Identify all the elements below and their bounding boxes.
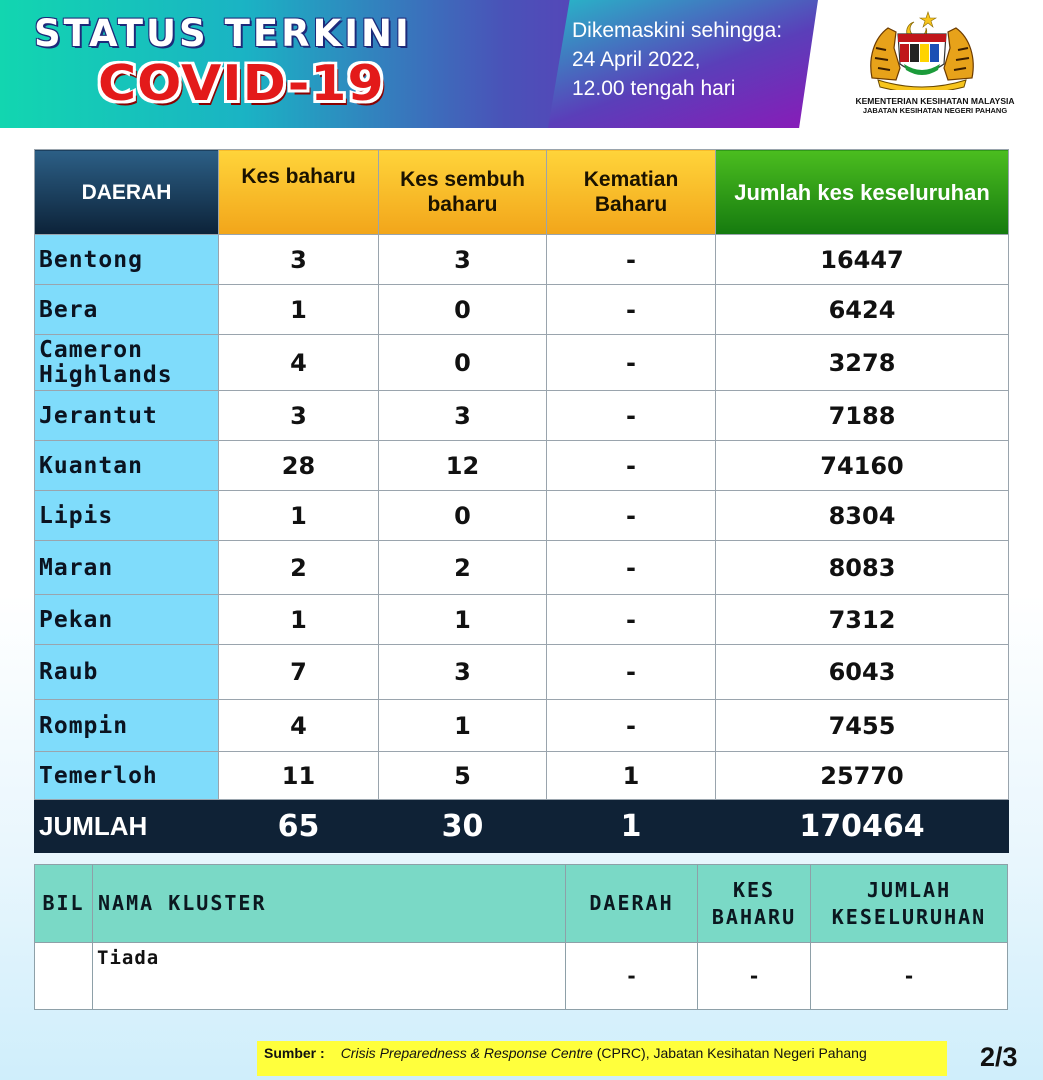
kes-baharu-value: 11	[219, 752, 379, 800]
ministry-line1: KEMENTERIAN KESIHATAN MALAYSIA	[855, 96, 1015, 106]
district-name: Maran	[35, 541, 219, 595]
kes-sembuh-value: 0	[379, 335, 547, 391]
kematian-value: 1	[547, 752, 716, 800]
cluster-header-jumlah-l1: JUMLAH	[866, 877, 952, 902]
total-kes-sembuh: 30	[379, 800, 547, 853]
jumlah-value: 7188	[716, 391, 1009, 441]
kes-baharu-value: 1	[219, 285, 379, 335]
kes-baharu-value: 4	[219, 700, 379, 752]
source-note	[257, 1041, 947, 1076]
table-row	[35, 335, 1009, 391]
district-cases-table	[34, 149, 1009, 853]
kematian-value: -	[547, 391, 716, 441]
total-row	[35, 800, 1009, 853]
kes-baharu-value: 4	[219, 335, 379, 391]
header	[0, 0, 1043, 130]
title-covid: COVID-19	[98, 55, 385, 113]
kematian-value: -	[547, 645, 716, 700]
jumlah-value: 7312	[716, 595, 1009, 645]
source-detail: (CPRC), Jabatan Kesihatan Negeri Pahang	[592, 1045, 867, 1061]
kes-sembuh-value: 0	[379, 285, 547, 335]
kes-baharu-value: 1	[219, 491, 379, 541]
jumlah-value: 25770	[716, 752, 1009, 800]
ministry-logo	[840, 8, 1030, 123]
table-row	[35, 391, 1009, 441]
kes-baharu-value: 3	[219, 235, 379, 285]
cluster-name: Tiada	[93, 943, 566, 1010]
header-kes-sembuh-l1: Kes sembuh	[400, 168, 525, 191]
jumlah-value: 74160	[716, 441, 1009, 491]
header-kematian-l2: Baharu	[594, 193, 668, 216]
district-name: Bera	[35, 285, 219, 335]
ministry-name	[840, 96, 1030, 115]
kematian-value: -	[547, 235, 716, 285]
table-row	[35, 491, 1009, 541]
district-name: Raub	[35, 645, 219, 700]
cluster-kes-baharu: -	[698, 943, 811, 1010]
district-name: Pekan	[35, 595, 219, 645]
cluster-header-row	[35, 865, 1008, 943]
update-time: 12.00 tengah hari	[572, 77, 736, 100]
cluster-header-daerah: DAERAH	[566, 865, 698, 943]
kematian-value: -	[547, 541, 716, 595]
cluster-header-jumlah	[811, 865, 1008, 943]
total-label: JUMLAH	[35, 800, 219, 853]
kematian-value: -	[547, 595, 716, 645]
kes-sembuh-value: 3	[379, 391, 547, 441]
total-kes-baharu: 65	[219, 800, 379, 853]
district-name-line2: Highlands	[39, 361, 173, 388]
jumlah-value: 6424	[716, 285, 1009, 335]
jumlah-value: 16447	[716, 235, 1009, 285]
kes-baharu-value: 2	[219, 541, 379, 595]
district-name: Rompin	[35, 700, 219, 752]
table-row	[35, 752, 1009, 800]
district-name	[35, 335, 219, 391]
table-row	[35, 700, 1009, 752]
kes-baharu-value: 7	[219, 645, 379, 700]
header-jumlah: Jumlah kes keseluruhan	[716, 150, 1009, 235]
kematian-value: -	[547, 491, 716, 541]
header-kes-sembuh	[379, 150, 547, 235]
cluster-header-kes-l1: KES	[732, 877, 776, 902]
kes-sembuh-value: 0	[379, 491, 547, 541]
cluster-bil	[35, 943, 93, 1010]
table-row	[35, 441, 1009, 491]
title-status: STATUS TERKINI	[34, 12, 412, 55]
page-number: 2/3	[980, 1042, 1018, 1072]
header-kes-baharu-label: Kes baharu	[241, 165, 356, 188]
source-label: Sumber :	[264, 1045, 325, 1061]
jumlah-value: 3278	[716, 335, 1009, 391]
kes-sembuh-value: 3	[379, 235, 547, 285]
update-label: Dikemaskini sehingga:	[572, 19, 783, 42]
district-name: Lipis	[35, 491, 219, 541]
header-daerah: DAERAH	[35, 150, 219, 235]
table-header-row	[35, 150, 1009, 235]
kes-sembuh-value: 12	[379, 441, 547, 491]
kes-sembuh-value: 1	[379, 595, 547, 645]
header-kematian-l1: Kematian	[583, 168, 679, 191]
source-organization: Crisis Preparedness & Response Centre	[340, 1045, 593, 1061]
jumlah-value: 6043	[716, 645, 1009, 700]
table-row	[35, 541, 1009, 595]
table-row	[35, 235, 1009, 285]
district-name: Jerantut	[35, 391, 219, 441]
kes-sembuh-value: 3	[379, 645, 547, 700]
malaysia-coat-of-arms-icon	[868, 8, 976, 90]
kes-baharu-value: 28	[219, 441, 379, 491]
total-kematian: 1	[547, 800, 716, 853]
header-kematian	[547, 150, 716, 235]
header-kes-sembuh-l2: baharu	[427, 193, 498, 216]
table-row	[35, 645, 1009, 700]
district-name: Kuantan	[35, 441, 219, 491]
kematian-value: -	[547, 441, 716, 491]
district-name-line1: Cameron	[39, 336, 143, 363]
kematian-value: -	[547, 700, 716, 752]
district-name: Temerloh	[35, 752, 219, 800]
cluster-header-kes-l2: BAHARU	[711, 904, 797, 929]
jumlah-value: 8083	[716, 541, 1009, 595]
table-row	[35, 595, 1009, 645]
ministry-line2: JABATAN KESIHATAN NEGERI PAHANG	[862, 106, 1008, 115]
kematian-value: -	[547, 335, 716, 391]
table-row	[35, 285, 1009, 335]
cluster-jumlah: -	[811, 943, 1008, 1010]
cluster-daerah: -	[566, 943, 698, 1010]
jumlah-value: 7455	[716, 700, 1009, 752]
total-jumlah: 170464	[716, 800, 1009, 853]
district-name: Bentong	[35, 235, 219, 285]
kes-sembuh-value: 1	[379, 700, 547, 752]
cluster-header-bil: BIL	[35, 865, 93, 943]
update-info	[572, 16, 812, 103]
kes-sembuh-value: 5	[379, 752, 547, 800]
cluster-header-nama: NAMA KLUSTER	[93, 865, 566, 943]
jumlah-value: 8304	[716, 491, 1009, 541]
kematian-value: -	[547, 285, 716, 335]
cluster-header-kes	[698, 865, 811, 943]
cluster-table	[34, 864, 1008, 1010]
cluster-row	[35, 943, 1008, 1010]
cluster-header-jumlah-l2: KESELURUHAN	[831, 904, 987, 929]
kes-baharu-value: 3	[219, 391, 379, 441]
kes-sembuh-value: 2	[379, 541, 547, 595]
kes-baharu-value: 1	[219, 595, 379, 645]
update-date: 24 April 2022,	[572, 48, 701, 71]
header-kes-baharu	[219, 150, 379, 235]
